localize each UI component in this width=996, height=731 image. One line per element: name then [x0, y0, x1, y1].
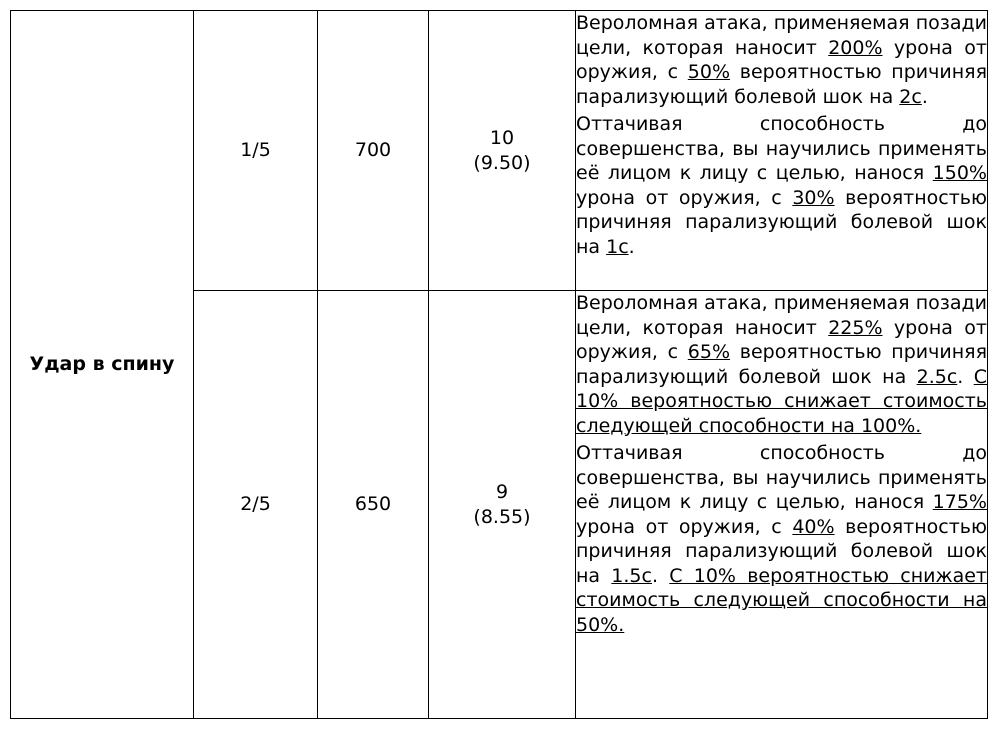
description-cell	[576, 11, 988, 291]
highlighted-value: 1.5с	[611, 564, 652, 587]
cooldown-cell	[429, 291, 576, 719]
highlighted-value: 1с	[606, 235, 629, 258]
description-text: вероятностью причиняя парализующий болевой шок на	[576, 341, 987, 388]
table-row	[11, 11, 988, 291]
cost-cell	[318, 11, 429, 291]
cooldown-value: 9	[495, 481, 509, 503]
highlighted-value: 40%	[792, 515, 835, 538]
description-text: Оттачивая способность до совершенства, вы научились применять её лицом к лицу с целью, нанося	[576, 113, 987, 184]
cooldown-cell	[429, 11, 576, 291]
description-text: .	[628, 235, 635, 258]
cost-cell	[318, 291, 429, 719]
description-text: Вероломная атака, применяемая позади цели, которая наносит	[576, 292, 987, 339]
description-paragraph	[576, 11, 987, 109]
rank-cell	[194, 11, 318, 291]
cost-value: 650	[354, 493, 392, 516]
description-paragraph	[576, 291, 987, 438]
highlighted-value: 175%	[932, 491, 987, 513]
description-text: .	[651, 564, 670, 587]
description-text: .	[921, 85, 928, 108]
highlighted-value: 65%	[687, 341, 731, 363]
description-text: Оттачивая способность до совершенства, вы научились применять её лицом к лицу с целью, нанося	[576, 442, 987, 513]
rank-value: 1/5	[240, 139, 271, 162]
description-text: урона от оружия, с	[576, 515, 793, 538]
highlighted-value: 50%	[687, 61, 731, 83]
description-cell	[576, 291, 988, 719]
highlighted-value: С 10% вероятностью снижает стоимость следующей способности на 100%.	[576, 365, 987, 437]
skill-name: Удар в спину	[29, 353, 175, 376]
description-text: вероятностью причиняя парализующий болевой шок на	[576, 61, 987, 108]
highlighted-value: 200%	[828, 36, 883, 59]
rank-cell	[194, 291, 318, 719]
rank-value: 2/5	[240, 493, 271, 516]
description-paragraph	[576, 441, 987, 637]
cooldown-reduced-value: (9.50)	[473, 151, 531, 174]
description-paragraph	[576, 112, 987, 259]
highlighted-value: 2с	[899, 85, 922, 108]
cooldown-value: 10	[489, 127, 515, 149]
description-text: .	[957, 365, 974, 388]
description-text: вероятностью причиняя парализующий болевой шок на	[576, 186, 987, 258]
highlighted-value: 2.5с	[916, 365, 958, 388]
description-text: урона от оружия, с	[576, 316, 987, 363]
description-text: вероятностью причиняя парализующий болевой шок на	[576, 515, 987, 587]
skill-table	[10, 10, 988, 719]
description-text: урона от оружия, с	[576, 186, 793, 209]
description-text: Вероломная атака, применяемая позади цели, которая наносит	[576, 12, 987, 59]
description-text: урона от оружия, с	[576, 36, 987, 83]
skill-name-cell	[11, 11, 194, 719]
highlighted-value: 225%	[828, 316, 883, 339]
highlighted-value: С 10% вероятностью снижает стоимость следующей способности на 50%.	[576, 564, 987, 636]
highlighted-value: 30%	[792, 186, 835, 209]
cooldown-reduced-value: (8.55)	[473, 505, 531, 528]
highlighted-value: 150%	[932, 162, 987, 184]
cost-value: 700	[354, 139, 392, 162]
